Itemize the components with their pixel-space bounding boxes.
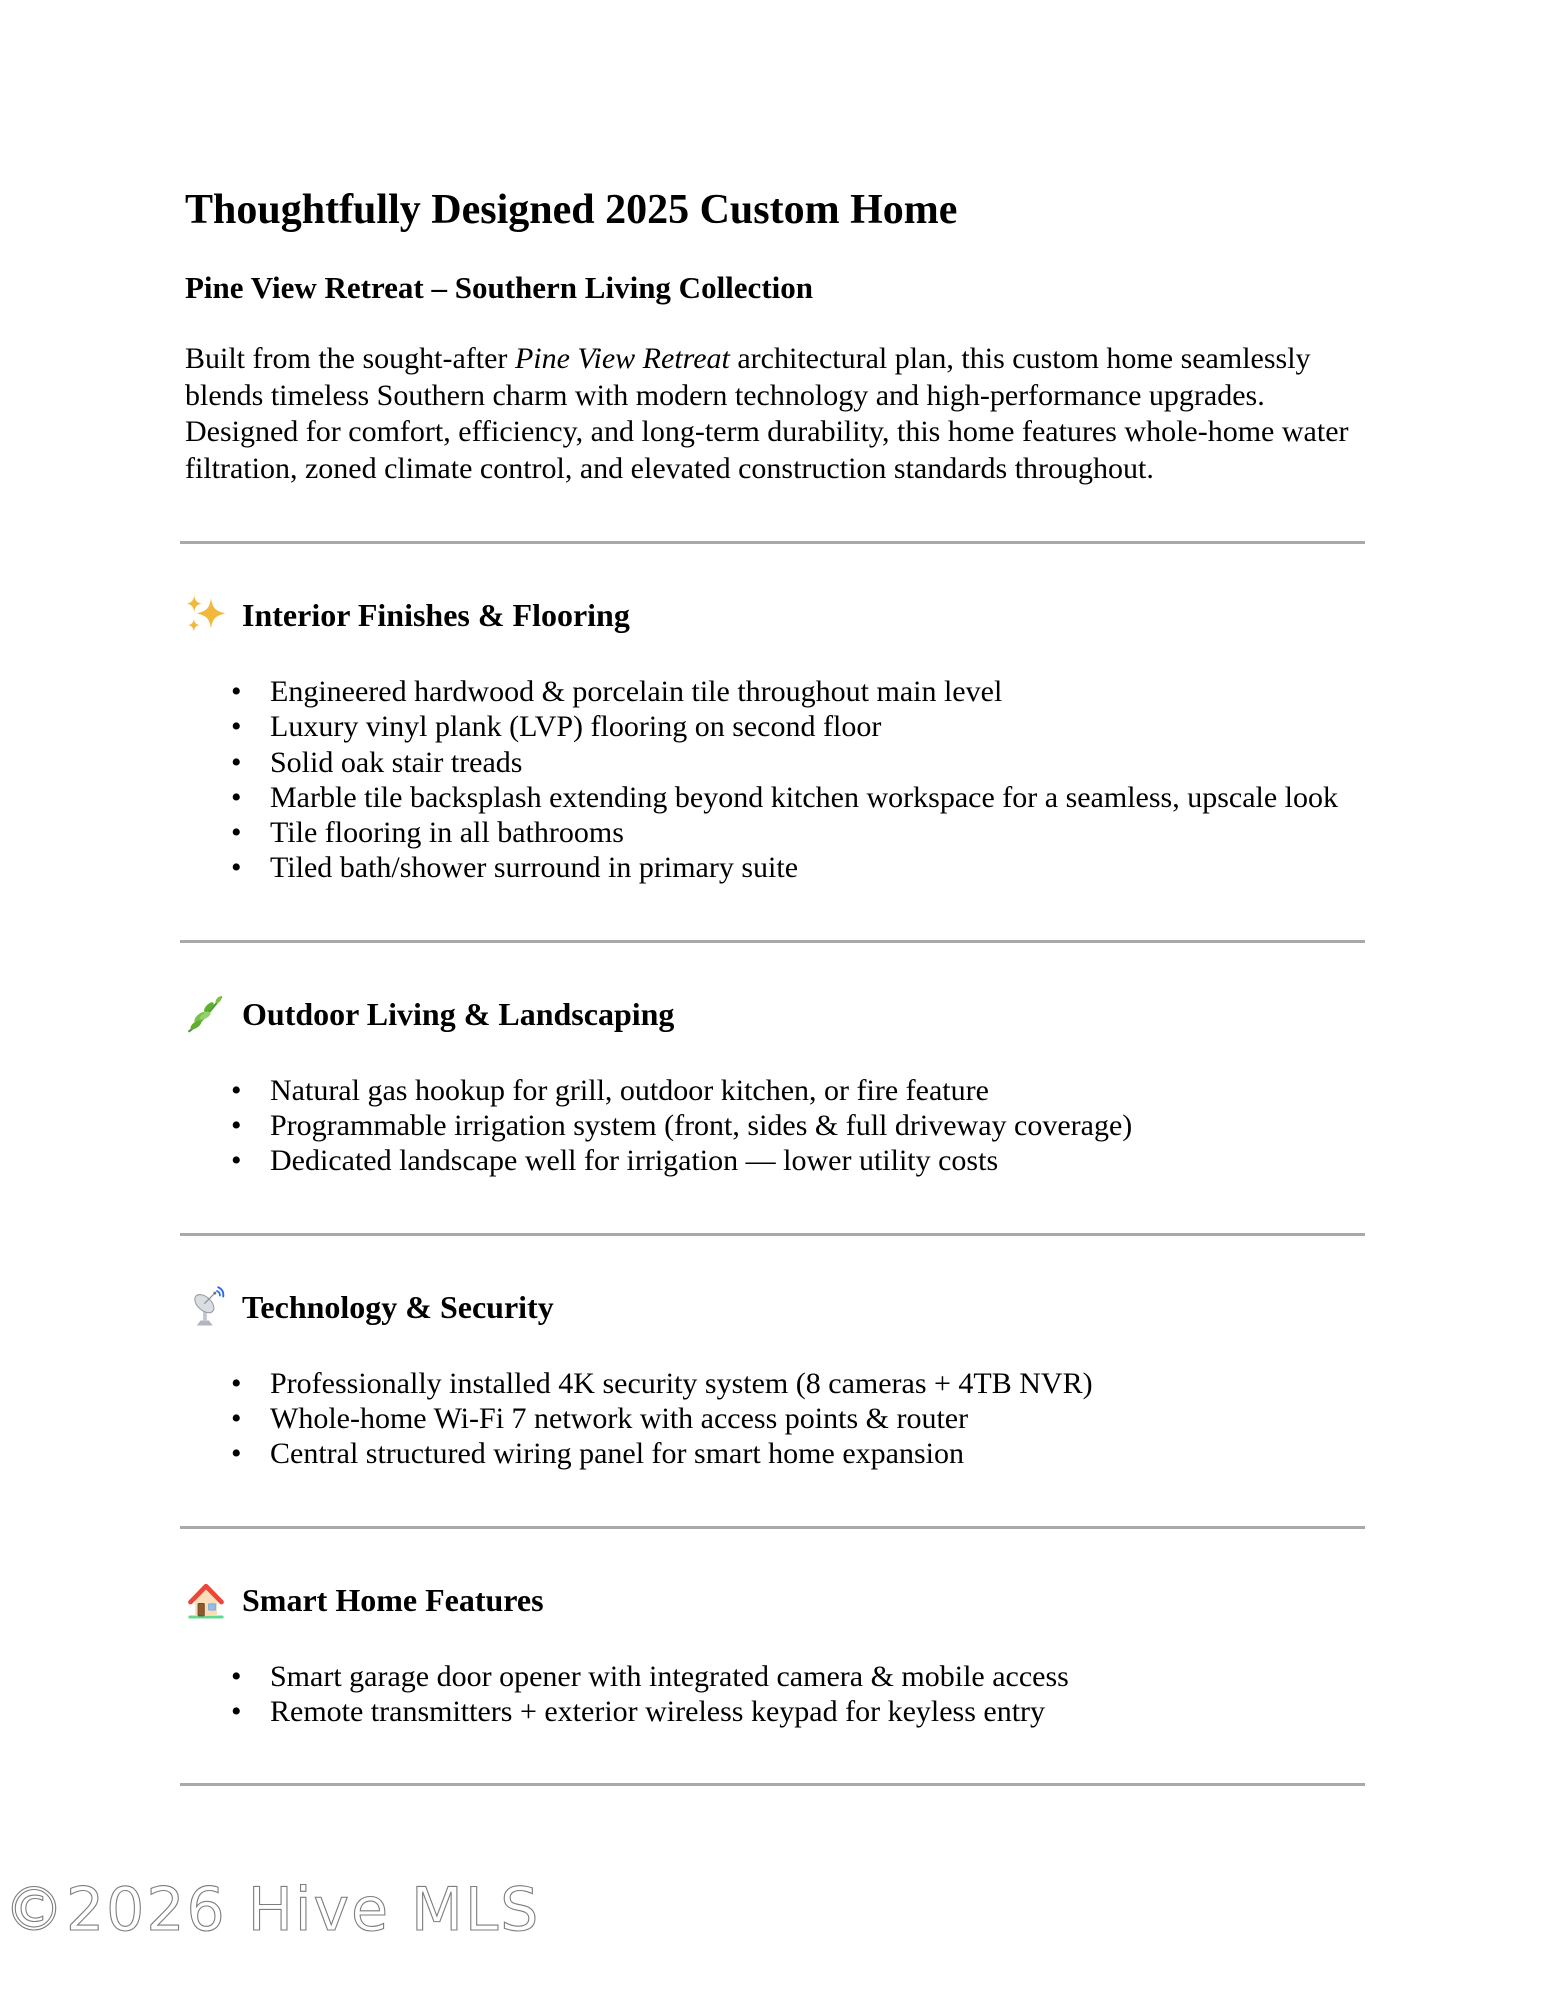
- intro-text-rest: architectural plan, this custom home seamlessly blends timeless Southern charm with modern technology and high-performance upgrades. Designed for comfort, efficiency, and long-term durability, this home features whole-home water filtration, zoned climate control, and elevated construction standards throughout.: [185, 342, 1349, 485]
- herb-icon: [185, 993, 227, 1035]
- section-header: [185, 594, 1370, 636]
- feature-section: [185, 1233, 1370, 1472]
- watermark: [0, 1872, 620, 1962]
- feature-item: • Programmable irrigation system (front, sides & full driveway coverage): [185, 1108, 1370, 1143]
- feature-list: [185, 1366, 1370, 1472]
- feature-item: • Remote transmitters + exterior wireless keypad for keyless entry: [185, 1694, 1370, 1729]
- section-header: [185, 1286, 1370, 1328]
- feature-sections: [185, 541, 1370, 1786]
- feature-section: [185, 1526, 1370, 1730]
- intro-text-lead: Built from the sought-after: [185, 342, 515, 375]
- feature-item: • Whole-home Wi-Fi 7 network with access points & router: [185, 1401, 1370, 1436]
- feature-item: • Marble tile backsplash extending beyond kitchen workspace for a seamless, upscale look: [185, 780, 1370, 815]
- feature-list: [185, 1659, 1370, 1730]
- section-divider: [180, 541, 1365, 544]
- section-title: Smart Home Features: [242, 1581, 544, 1618]
- feature-section: [185, 940, 1370, 1179]
- intro-paragraph: [185, 341, 1370, 487]
- document-content: [185, 0, 1370, 1786]
- house-icon: [185, 1579, 227, 1621]
- section-divider: [180, 1233, 1365, 1236]
- feature-section: [185, 541, 1370, 886]
- feature-list: [185, 674, 1370, 886]
- intro-plan-name: Pine View Retreat: [514, 342, 730, 375]
- feature-item: • Central structured wiring panel for smart home expansion: [185, 1436, 1370, 1471]
- section-divider: [180, 940, 1365, 943]
- section-header: [185, 993, 1370, 1035]
- feature-item: • Tiled bath/shower surround in primary suite: [185, 850, 1370, 885]
- section-divider: [180, 1783, 1365, 1786]
- feature-item: • Solid oak stair treads: [185, 745, 1370, 780]
- section-title: Technology & Security: [242, 1288, 554, 1325]
- feature-item: • Smart garage door opener with integrated camera & mobile access: [185, 1659, 1370, 1694]
- sparkles-icon: [185, 594, 227, 636]
- feature-item: • Luxury vinyl plank (LVP) flooring on second floor: [185, 709, 1370, 744]
- section-header: [185, 1579, 1370, 1621]
- feature-item: • Tile flooring in all bathrooms: [185, 815, 1370, 850]
- feature-list: [185, 1073, 1370, 1179]
- feature-item: • Natural gas hookup for grill, outdoor kitchen, or fire feature: [185, 1073, 1370, 1108]
- watermark-text: ©2026 Hive MLS: [4, 1875, 541, 1945]
- satellite-antenna-icon: [185, 1286, 227, 1328]
- section-title: Interior Finishes & Flooring: [242, 597, 630, 633]
- page-title: Thoughtfully Designed 2025 Custom Home: [185, 187, 958, 233]
- feature-item: • Engineered hardwood & porcelain tile throughout main level: [185, 674, 1370, 709]
- section-divider: [180, 1526, 1365, 1529]
- section-title: Outdoor Living & Landscaping: [242, 995, 675, 1032]
- feature-item: • Professionally installed 4K security system (8 cameras + 4TB NVR): [185, 1366, 1370, 1401]
- feature-item: • Dedicated landscape well for irrigation — lower utility costs: [185, 1143, 1370, 1178]
- page-subtitle: Pine View Retreat – Southern Living Collection: [185, 270, 813, 305]
